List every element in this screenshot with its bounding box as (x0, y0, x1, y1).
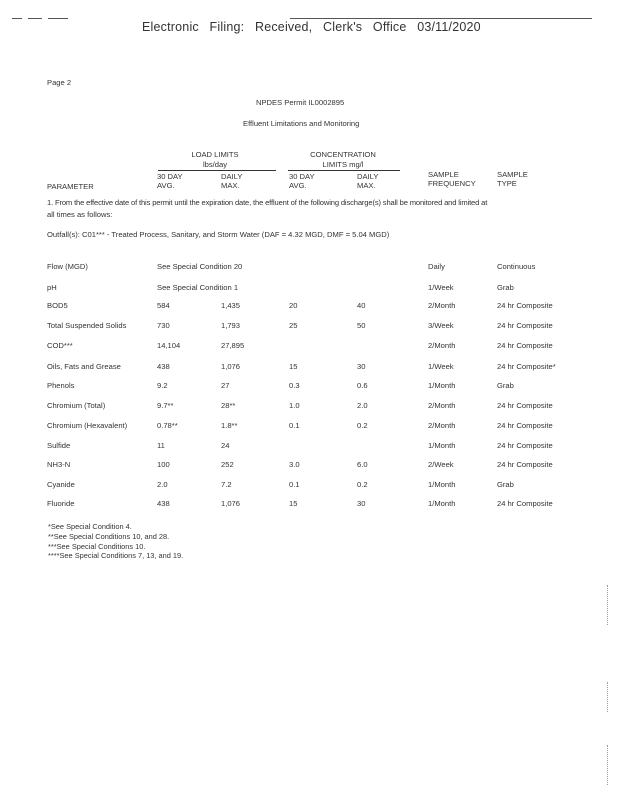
table-row (0, 460, 618, 472)
row-load-daily: 1,435 (221, 301, 241, 310)
row-load-daily: 1,076 (221, 499, 241, 508)
row-frequency: 1/Week (428, 362, 454, 371)
row-conc-30day: 0.1 (289, 480, 300, 489)
row-sample-type: Grab (497, 381, 514, 390)
footnote: **See Special Conditions 10, and 28. (48, 532, 170, 541)
row-load-daily: 1,793 (221, 321, 241, 330)
row-conc-30day: 0.3 (289, 381, 300, 390)
load-limits-rule (158, 170, 276, 171)
row-conc-daily: 30 (357, 499, 366, 508)
concentration-units: LIMITS mg/l (322, 160, 364, 169)
row-load-30day: 11 (157, 441, 165, 450)
table-row (0, 421, 618, 433)
row-load-30day: 584 (157, 301, 170, 310)
row-sample-type: Grab (497, 480, 514, 489)
row-parameter: Cyanide (47, 480, 75, 489)
col-type: SAMPLE (497, 170, 528, 179)
row-conc-daily: 40 (357, 301, 366, 310)
row-load-daily: 24 (221, 441, 230, 450)
scan-artifact (607, 585, 609, 625)
table-row (0, 480, 618, 492)
row-conc-30day: 20 (289, 301, 298, 310)
section-heading: Effluent Limitations and Monitoring (243, 119, 360, 128)
row-load-30day: 100 (157, 460, 170, 469)
row-sample-type: 24 hr Composite (497, 460, 553, 469)
row-parameter: Chromium (Hexavalent) (47, 421, 128, 430)
row-sample-type: 24 hr Composite (497, 341, 553, 350)
row-sample-type: 24 hr Composite (497, 321, 553, 330)
row-conc-30day: 15 (289, 362, 298, 371)
row-frequency: 2/Month (428, 341, 456, 350)
stamp-mark (28, 18, 42, 19)
row-frequency: 1/Month (428, 441, 456, 450)
row-conc-daily: 50 (357, 321, 366, 330)
table-row (0, 341, 618, 353)
row-load-daily: 252 (221, 460, 234, 469)
row-parameter: BOD5 (47, 301, 68, 310)
row-conc-30day: 1.0 (289, 401, 300, 410)
row-load-30day: See Special Condition 1 (157, 283, 239, 292)
row-conc-daily: 6.0 (357, 460, 368, 469)
row-conc-daily: 0.2 (357, 421, 368, 430)
col-load-30day: 30 DAY (157, 172, 183, 181)
row-load-30day: 438 (157, 362, 170, 371)
row-conc-daily: 0.6 (357, 381, 368, 390)
row-frequency: 2/Week (428, 460, 454, 469)
stamp-mark (12, 18, 22, 19)
scan-artifact (607, 682, 609, 712)
page-label: Page 2 (47, 78, 72, 87)
table-row (0, 381, 618, 393)
concentration-heading: CONCENTRATION (310, 150, 376, 159)
row-parameter: Total Suspended Solids (47, 321, 127, 330)
row-frequency: 1/Month (428, 480, 456, 489)
col-parameter: PARAMETER (47, 182, 94, 191)
table-row (0, 499, 618, 511)
row-parameter: Fluoride (47, 499, 75, 508)
col-frequency: SAMPLE (428, 170, 459, 179)
row-parameter: COD*** (47, 341, 73, 350)
row-load-30day: 9.7** (157, 401, 174, 410)
row-load-30day: 730 (157, 321, 170, 330)
row-parameter: Phenols (47, 381, 75, 390)
load-limits-heading: LOAD LIMITS (191, 150, 239, 159)
row-sample-type: 24 hr Composite (497, 401, 553, 410)
row-load-30day: 9.2 (157, 381, 168, 390)
row-load-daily: 1.8** (221, 421, 238, 430)
row-parameter: Chromium (Total) (47, 401, 106, 410)
row-conc-30day: 15 (289, 499, 298, 508)
filing-stamp: Electronic Filing: Received, Clerk's Office 03/11/2020 (142, 20, 481, 34)
row-parameter: NH3-N (47, 460, 71, 469)
col-type-sub: TYPE (497, 179, 517, 188)
table-row (0, 262, 618, 274)
stamp-rule (290, 18, 592, 19)
row-sample-type: 24 hr Composite (497, 441, 553, 450)
col-conc-30day-sub: AVG. (289, 181, 307, 190)
footnote: ****See Special Conditions 7, 13, and 19. (48, 551, 184, 560)
row-parameter: Sulfide (47, 441, 71, 450)
table-row (0, 301, 618, 313)
table-row (0, 362, 618, 374)
row-frequency: 3/Week (428, 321, 454, 330)
row-parameter: Oils, Fats and Grease (47, 362, 121, 371)
row-load-30day: 438 (157, 499, 170, 508)
intro-text-line1: 1. From the effective date of this permit until the expiration date, the effluent of the following discharge(s) shall be monitored and limited at (47, 198, 488, 207)
footnote: *See Special Condition 4. (48, 522, 132, 531)
row-load-daily: 7.2 (221, 480, 232, 489)
intro-text-line2: all times as follows: (47, 210, 113, 219)
row-sample-type: 24 hr Composite (497, 499, 553, 508)
row-frequency: 2/Month (428, 301, 456, 310)
row-sample-type: 24 hr Composite (497, 421, 553, 430)
outfall-description: Outfall(s): C01*** - Treated Process, Sanitary, and Storm Water (DAF = 4.32 MGD, DMF = 5.04 MGD) (47, 230, 390, 239)
row-parameter: Flow (MGD) (47, 262, 88, 271)
table-row (0, 321, 618, 333)
row-frequency: 1/Week (428, 283, 454, 292)
row-load-daily: 27,895 (221, 341, 245, 350)
row-parameter: pH (47, 283, 57, 292)
row-load-30day: 0.78** (157, 421, 178, 430)
col-conc-30day: 30 DAY (289, 172, 315, 181)
scan-artifact (607, 745, 609, 785)
row-load-30day: 14,104 (157, 341, 181, 350)
row-conc-daily: 2.0 (357, 401, 368, 410)
load-limits-units: lbs/day (202, 160, 228, 169)
row-frequency: 2/Month (428, 421, 456, 430)
row-load-30day: 2.0 (157, 480, 168, 489)
footnote: ***See Special Conditions 10. (48, 542, 146, 551)
table-row (0, 441, 618, 453)
col-frequency-sub: FREQUENCY (428, 179, 476, 188)
col-conc-daily: DAILY (357, 172, 379, 181)
row-frequency: 2/Month (428, 401, 456, 410)
row-conc-daily: 0.2 (357, 480, 368, 489)
row-sample-type: 24 hr Composite (497, 301, 553, 310)
row-load-daily: 28** (221, 401, 236, 410)
row-conc-30day: 3.0 (289, 460, 300, 469)
row-frequency: 1/Month (428, 499, 456, 508)
row-load-daily: 27 (221, 381, 230, 390)
row-frequency: Daily (428, 262, 445, 271)
row-conc-30day: 25 (289, 321, 298, 330)
row-frequency: 1/Month (428, 381, 456, 390)
row-sample-type: Grab (497, 283, 514, 292)
col-load-30day-sub: AVG. (157, 181, 175, 190)
row-sample-type: 24 hr Composite* (497, 362, 556, 371)
row-load-daily: 1,076 (221, 362, 241, 371)
row-conc-30day: 0.1 (289, 421, 300, 430)
row-conc-daily: 30 (357, 362, 366, 371)
row-sample-type: Continuous (497, 262, 536, 271)
row-load-30day: See Special Condition 20 (157, 262, 243, 271)
col-load-daily: DAILY (221, 172, 243, 181)
table-row (0, 283, 618, 295)
col-conc-daily-sub: MAX. (357, 181, 376, 190)
col-load-daily-sub: MAX. (221, 181, 240, 190)
permit-number: NPDES Permit IL0002895 (256, 98, 345, 107)
table-row (0, 401, 618, 413)
stamp-mark (48, 18, 68, 19)
concentration-rule (288, 170, 400, 171)
